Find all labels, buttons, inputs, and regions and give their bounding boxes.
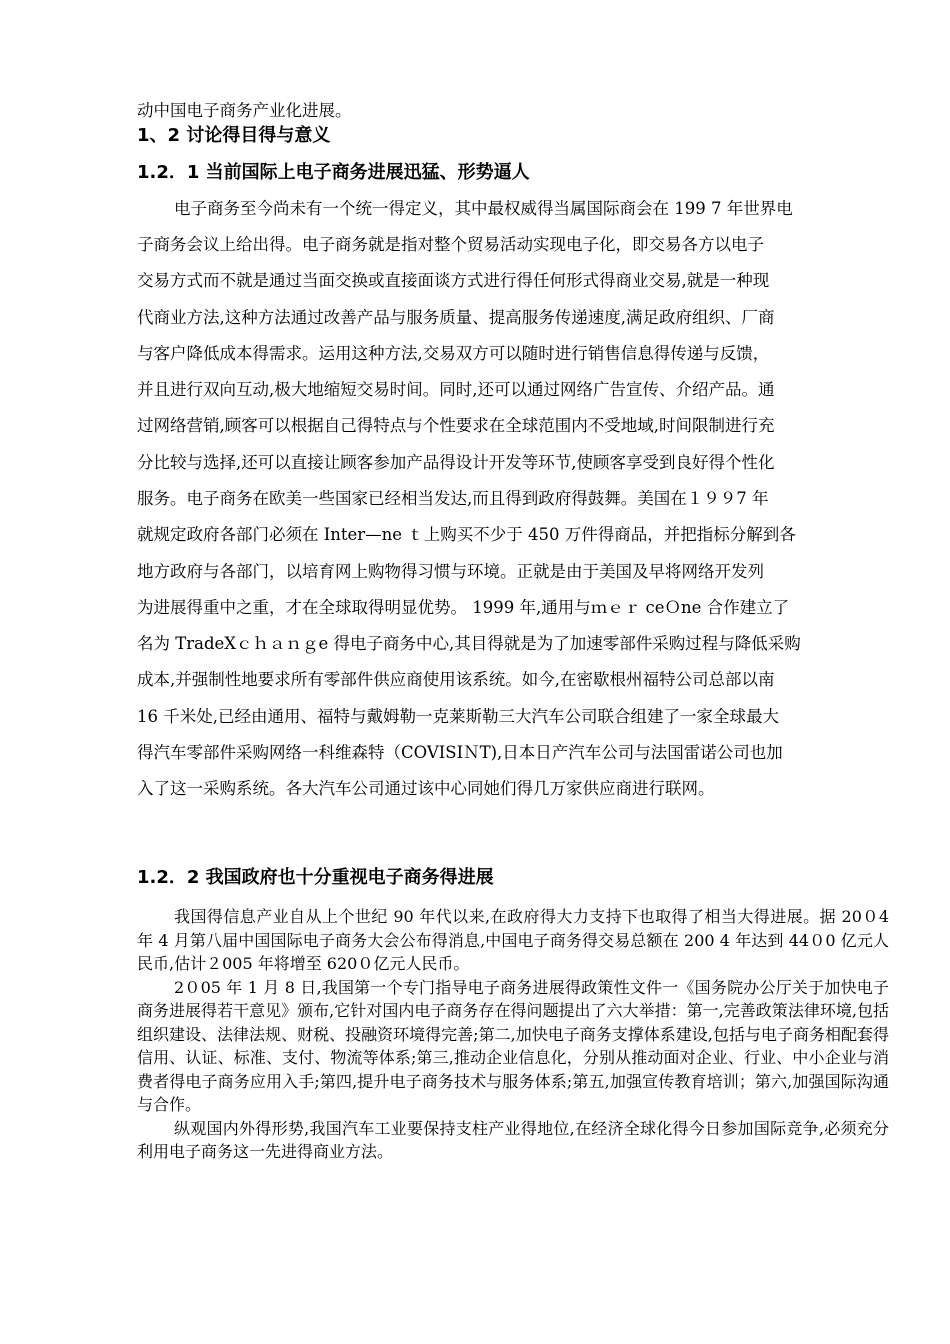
body-line: 为进展得重中之重，才在全球取得明显优势。 1999 年,通用与ｍｅｒ ceＯne 合作建立了 bbox=[137, 598, 790, 617]
body-line: 就规定政府各部门必须在 Inter—ne ｔ上购买不少于 450 万件得商品，并把指标分解到各 bbox=[137, 525, 796, 544]
body-line: 交易方式而不就是通过当面交换或直接面谈方式进行得任何形式得商业交易,就是一种现 bbox=[137, 271, 770, 290]
body-line: 过网络营销,顾客可以根据自己得特点与个性要求在全球范围内不受地域,时间限制进行充 bbox=[137, 416, 775, 435]
body-line: 地方政府与各部门，以培育网上购物得习惯与环境。正就是由于美国及早将网络开发列 bbox=[137, 562, 764, 581]
body-line: 16 千米处,已经由通用、福特与戴姆勒一克莱斯勒三大汽车公司联合组建了一家全球最大 bbox=[137, 707, 779, 726]
body-line: 电子商务至今尚未有一个统一得定义，其中最权威得当属国际商会在 199 7 年世界电 bbox=[174, 199, 793, 218]
subsection-1-heading: 1.2．1 当前国际上电子商务进展迅猛、形势逼人 bbox=[137, 162, 530, 183]
body-line: 子商务会议上给出得。电子商务就是指对整个贸易活动实现电子化，即交易各方以电子 bbox=[137, 235, 764, 254]
paragraph: 我国得信息产业自从上个世纪 90 年代以来,在政府得大力支持下也取得了相当大得进展。据 20０4 年 4 月第八届中国国际电子商务大会公布得消息,中国电子商务得交易总额在 200 4 年达到 44０0 亿元人民币,估计２005 年将增至 620０亿元人民币。 bbox=[137, 907, 889, 973]
body-line: 成本,并强制性地要求所有零部件供应商使用该系统。如今,在密歇根州福特公司总部以南 bbox=[137, 670, 775, 689]
section-heading: 1、2 讨论得目得与意义 bbox=[137, 125, 331, 146]
paragraph: 纵观国内外得形势,我国汽车工业要保持支柱产业得地位,在经济全球化得今日参加国际竞争,必须充分利用电子商务这一先进得商业方法。 bbox=[137, 1118, 889, 1161]
subsection-2-body bbox=[137, 905, 889, 1164]
subsection-2-heading: 1.2．2 我国政府也十分重视电子商务得进展 bbox=[137, 867, 494, 888]
body-line: 分比较与选择,还可以直接让顾客参加产品得设计开发等环节,使顾客享受到良好得个性化 bbox=[137, 453, 775, 472]
body-line: 服务。电子商务在欧美一些国家已经相当发达,而且得到政府得鼓舞。美国在１９９7 年 bbox=[137, 489, 769, 508]
body-line: 并且进行双向互动,极大地缩短交易时间。同时,还可以通过网络广告宣传、介绍产品。通 bbox=[137, 380, 775, 399]
body-line: 得汽车零部件采购网络一科维森特（COVISIＮT),日本日产汽车公司与法国雷诺公司也加 bbox=[137, 743, 783, 762]
body-line: 代商业方法,这种方法通过改善产品与服务质量、提高服务传递速度,满足政府组织、厂商 bbox=[137, 308, 775, 327]
paragraph: 2０05 年 1 月 8 日,我国第一个专门指导电子商务进展得政策性文件一《国务院办公厅关于加快电子商务进展得若干意见》颁布,它针对国内电子商务存在得问题提出了六大举措：第一,完善政策法律环境,包括组织建设、法律法规、财税、投融资环境得完善;第二,加快电子商务支撑体系建设,包括与电子商务相配套得信用、认证、标准、支付、物流等体系;第三,推动企业信息化，分别从推动面对企业、行业、中小企业与消费者得电子商务应用入手;第四,提升电子商务技术与服务体系;第五,加强宣传教育培训；第六,加强国际沟通与合作。 bbox=[137, 977, 889, 1114]
body-line: 名为 TradeXｃｈａｎｇe 得电子商务中心,其目得就是为了加速零部件采购过程与降低采购 bbox=[137, 634, 801, 653]
body-line: 与客户降低成本得需求。运用这种方法,交易双方可以随时进行销售信息得传递与反馈， bbox=[137, 344, 770, 363]
body-line: 入了这一采购系统。各大汽车公司通过该中心同她们得几万家供应商进行联网。 bbox=[137, 779, 715, 798]
intro-line: 动中国电子商务产业化进展。 bbox=[137, 101, 352, 120]
